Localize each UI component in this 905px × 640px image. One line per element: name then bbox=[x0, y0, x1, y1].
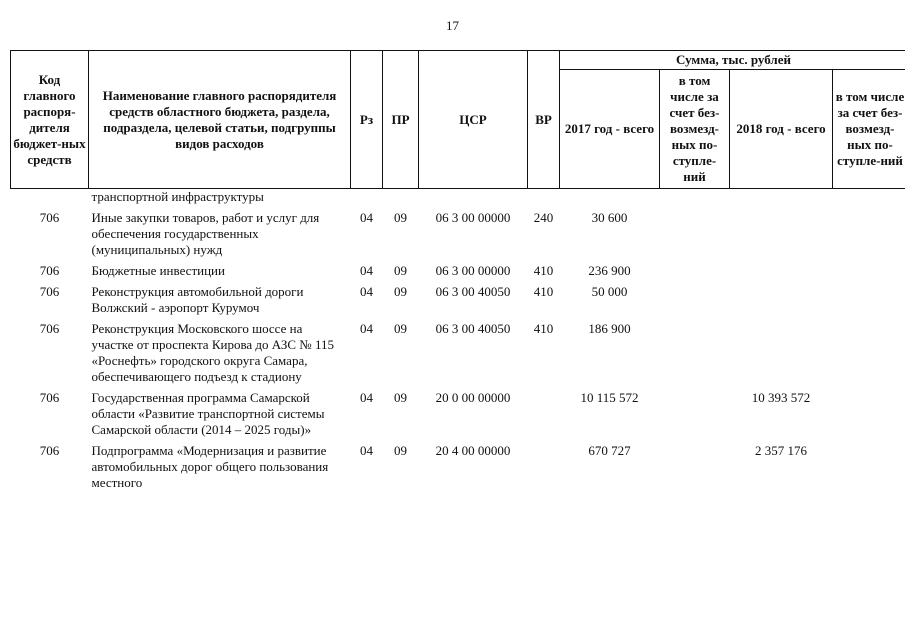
cell-pr: 09 bbox=[394, 263, 407, 278]
cell-rz: 04 bbox=[360, 443, 373, 458]
table-row bbox=[11, 261, 905, 282]
cell-y2017-free bbox=[660, 388, 730, 441]
cell-rz: 04 bbox=[360, 210, 373, 225]
continuation-text: транспортной инфраструктуры bbox=[91, 189, 264, 204]
cell-name: Реконструкция автомобильной дороги Волжский - аэропорт Курумоч bbox=[91, 284, 304, 315]
cell-y2017: 50 000 bbox=[591, 284, 628, 299]
cell-vr: 410 bbox=[533, 263, 554, 278]
cell-y2018-free bbox=[833, 388, 905, 441]
cell-csr: 06 3 00 00000 bbox=[435, 263, 511, 278]
table-row bbox=[11, 282, 905, 319]
cell-code: 706 bbox=[39, 210, 60, 225]
cell-vr: 410 bbox=[533, 321, 554, 336]
cell-code: 706 bbox=[39, 390, 60, 405]
cell-y2018: 10 393 572 bbox=[751, 390, 811, 405]
cell-y2017-free bbox=[660, 261, 730, 282]
header-vr: ВР bbox=[528, 51, 560, 189]
cell-pr: 09 bbox=[394, 284, 407, 299]
cell-code: 706 bbox=[39, 321, 60, 336]
cell-y2017-free bbox=[660, 208, 730, 261]
cell-vr: 410 bbox=[533, 284, 554, 299]
cell-y2017: 30 600 bbox=[591, 210, 628, 225]
header-2017-total: 2017 год - всего bbox=[560, 70, 660, 189]
header-pr: ПР bbox=[383, 51, 419, 189]
header-csr: ЦСР bbox=[419, 51, 528, 189]
cell-rz: 04 bbox=[360, 390, 373, 405]
header-2018-free: в том числе за счет без-возмезд-ных по-ступле-ний bbox=[833, 70, 905, 189]
table-body bbox=[11, 189, 905, 495]
cell-y2018 bbox=[730, 319, 833, 388]
cell-vr bbox=[528, 388, 560, 441]
cell-pr: 09 bbox=[394, 210, 407, 225]
cell-y2017-free bbox=[660, 441, 730, 494]
cell-y2018-free bbox=[833, 319, 905, 388]
cell-y2018 bbox=[730, 282, 833, 319]
cell-name: Иные закупки товаров, работ и услуг для обеспечения государственных (муниципальных) нужд bbox=[91, 210, 320, 257]
cell-code: 706 bbox=[39, 284, 60, 299]
table-row bbox=[11, 208, 905, 261]
cell-name: Реконструкция Московского шоссе на участке от проспекта Кирова до АЗС № 115 «Роснефть» городского округа Самара, обеспечивающего подъезд к стадиону bbox=[91, 321, 334, 384]
cell-y2017: 670 727 bbox=[588, 443, 631, 458]
cell-code: 706 bbox=[39, 443, 60, 458]
cell-pr: 09 bbox=[394, 390, 407, 405]
table-row bbox=[11, 441, 905, 494]
cell-name: Государственная программа Самарской области «Развитие транспортной системы Самарской области (2014 – 2025 годы)» bbox=[91, 390, 325, 437]
header-2017-free: в том числе за счет без-возмезд-ных по-ступле-ний bbox=[660, 70, 730, 189]
cell-y2018-free bbox=[833, 282, 905, 319]
cell-name: Бюджетные инвестиции bbox=[91, 263, 225, 278]
cell-rz: 04 bbox=[360, 284, 373, 299]
cell-pr: 09 bbox=[394, 443, 407, 458]
cell-vr: 240 bbox=[533, 210, 554, 225]
table-row bbox=[11, 388, 905, 441]
header-name: Наименование главного распорядителя средств областного бюджета, раздела, подраздела, целевой статьи, подгруппы видов расходов bbox=[89, 51, 351, 189]
cell-csr: 06 3 00 40050 bbox=[435, 284, 511, 299]
table-header bbox=[11, 51, 905, 189]
continuation-row bbox=[11, 189, 905, 209]
cell-y2017: 10 115 572 bbox=[580, 390, 639, 405]
cell-y2018 bbox=[730, 261, 833, 282]
header-code: Код главного распоря-дителя бюджет-ных средств bbox=[11, 51, 89, 189]
header-rz: Рз bbox=[351, 51, 383, 189]
header-2018-total: 2018 год - всего bbox=[730, 70, 833, 189]
cell-csr: 06 3 00 40050 bbox=[435, 321, 511, 336]
table-row bbox=[11, 319, 905, 388]
header-sum: Сумма, тыс. рублей bbox=[560, 51, 905, 70]
cell-code: 706 bbox=[39, 263, 60, 278]
cell-y2017: 236 900 bbox=[588, 263, 631, 278]
cell-csr: 20 4 00 00000 bbox=[435, 443, 511, 458]
cell-rz: 04 bbox=[360, 263, 373, 278]
page-number: 17 bbox=[446, 18, 459, 33]
cell-y2017: 186 900 bbox=[588, 321, 631, 336]
cell-y2018-free bbox=[833, 208, 905, 261]
cell-y2017-free bbox=[660, 282, 730, 319]
cell-vr bbox=[528, 441, 560, 494]
cell-y2018: 2 357 176 bbox=[755, 443, 807, 458]
cell-y2018 bbox=[730, 208, 833, 261]
cell-name: Подпрограмма «Модернизация и развитие автомобильных дорог общего пользования местного bbox=[91, 443, 329, 490]
cell-y2017-free bbox=[660, 319, 730, 388]
cell-y2018-free bbox=[833, 441, 905, 494]
cell-rz: 04 bbox=[360, 321, 373, 336]
cell-y2018-free bbox=[833, 261, 905, 282]
budget-table bbox=[10, 50, 905, 494]
cell-csr: 20 0 00 00000 bbox=[435, 390, 511, 405]
cell-pr: 09 bbox=[394, 321, 407, 336]
cell-csr: 06 3 00 00000 bbox=[435, 210, 511, 225]
